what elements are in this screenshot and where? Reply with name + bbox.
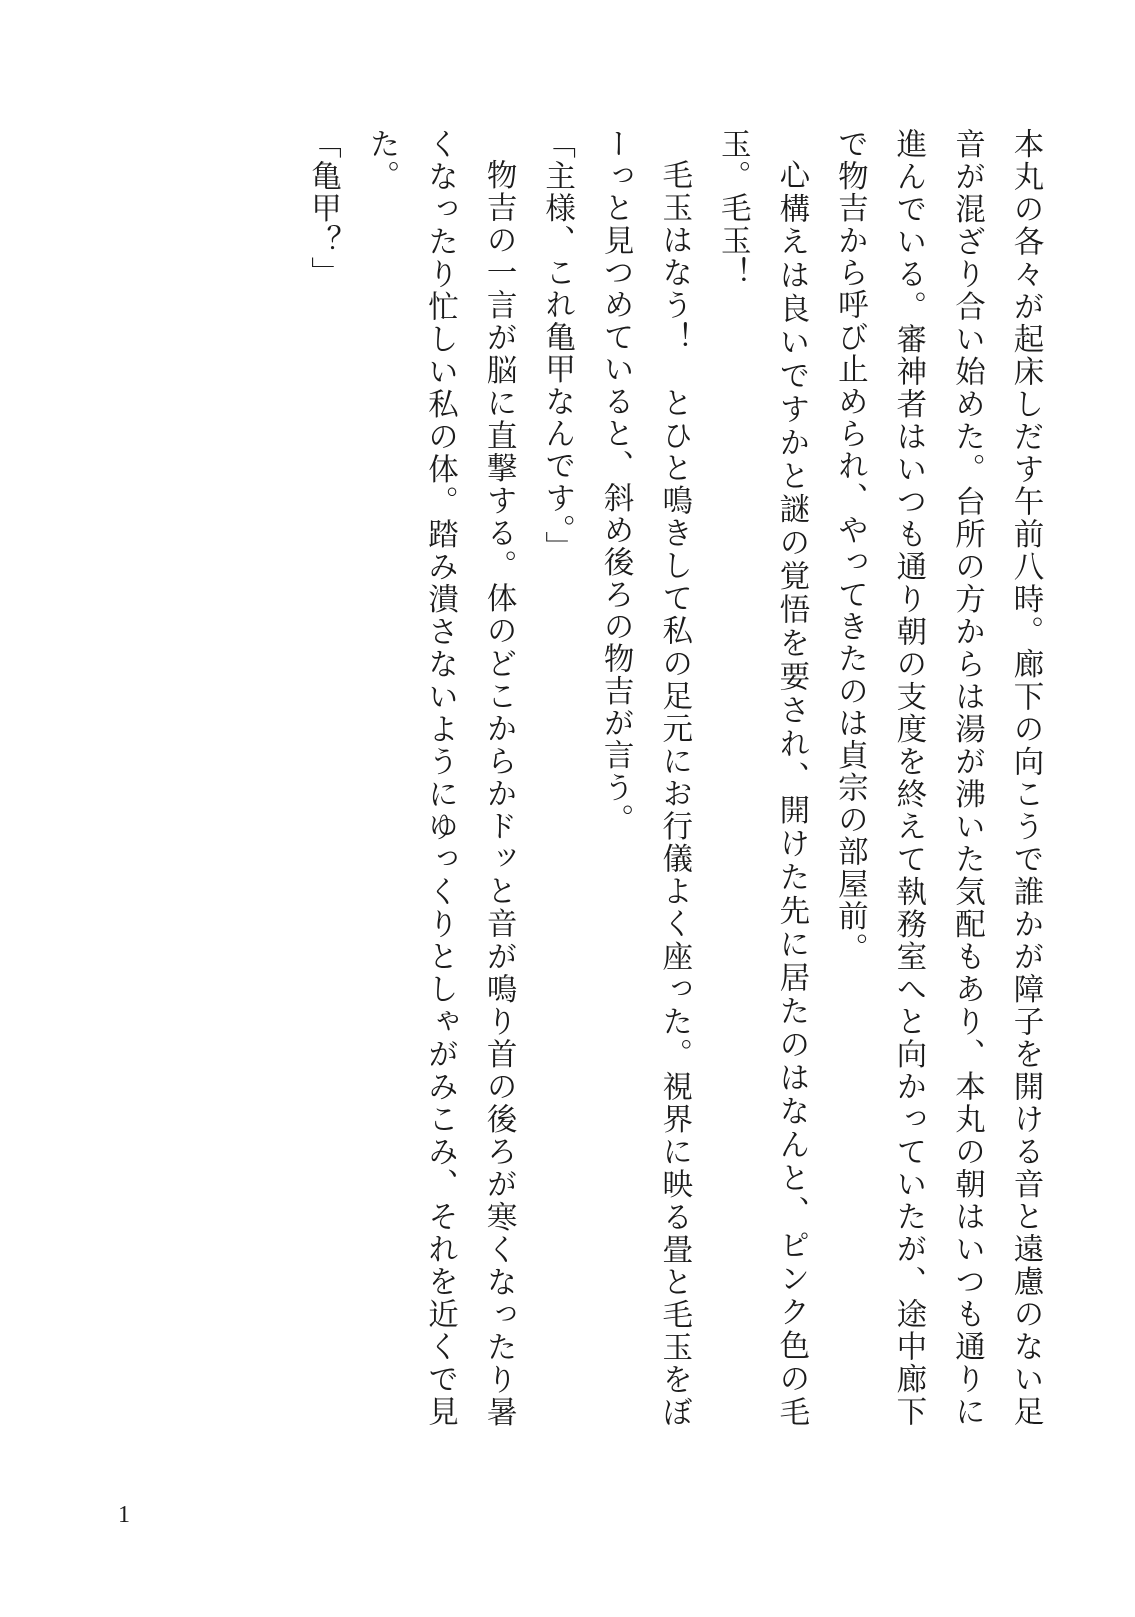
page-number: 1 bbox=[118, 1502, 130, 1528]
vertical-body-text bbox=[215, 128, 1055, 1428]
paragraph-1: 本丸の各々が起床しだす午前八時。廊下の向こうで誰かが障子を開ける音と遠慮のない足音が混ざり合い始めた。台所の方からは湯が沸いた気配もあり、本丸の朝はいつも通りに進んでいる。審神者はいつも通り朝の支度を終えて執務室へと向かっていたが、途中廊下で物吉から呼び止められ、やってきたのは貞宗の部屋前。 bbox=[833, 128, 1043, 1428]
paragraph-2: 心構えは良いですかと謎の覚悟を要され、開けた先に居たのはなんと、ピンク色の毛玉。毛玉！ bbox=[716, 128, 809, 1428]
paragraph-3: 毛玉はなう！ とひと鳴きして私の足元にお行儀よく座った。視界に映る畳と毛玉をぼーっと見つめていると、斜め後ろの物吉が言う。 bbox=[599, 128, 692, 1428]
paragraph-4-dialogue: 「主様、これ亀甲なんです。」 bbox=[540, 128, 575, 564]
paragraph-5: 物吉の一言が脳に直撃する。体のどこからかドッと音が鳴り首の後ろが寒くなったり暑くなったり忙しい私の体。踏み潰さないようにゆっくりとしゃがみこみ、それを近くで見た。 bbox=[364, 128, 517, 1428]
paragraph-6-dialogue: 「亀甲？」 bbox=[306, 128, 341, 289]
